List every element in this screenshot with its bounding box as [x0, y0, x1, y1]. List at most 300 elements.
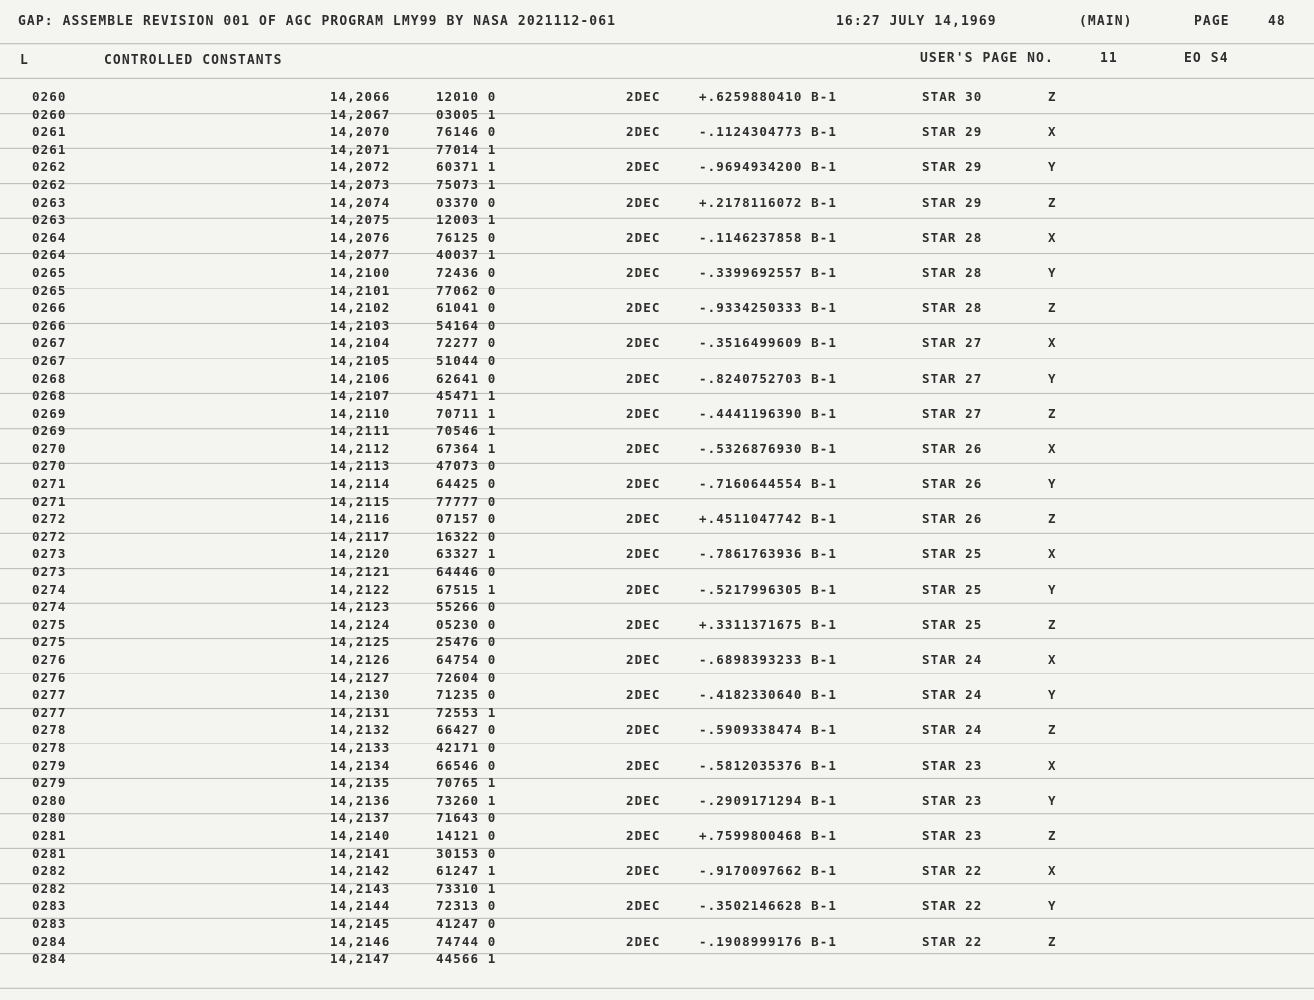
listing-row: [0, 387, 1314, 405]
octal-word: 16322 0: [436, 528, 497, 544]
axis-label: X: [1048, 335, 1057, 351]
memory-address: 14,2143: [330, 880, 391, 896]
memory-address: 14,2103: [330, 317, 391, 333]
line-number: 0271: [32, 476, 67, 492]
octal-word: 71643 0: [436, 810, 497, 826]
assembly-datetime: 16:27 JULY 14,1969: [836, 14, 997, 29]
line-number: 0270: [32, 458, 67, 474]
constant-value: -.5909338474 B-1: [699, 722, 838, 738]
memory-address: 14,2145: [330, 915, 391, 931]
constant-value: -.9170097662 B-1: [699, 863, 838, 879]
star-label: STAR 28: [922, 300, 983, 316]
listing-row: [0, 229, 1314, 247]
opcode: 2DEC: [626, 933, 661, 949]
opcode: 2DEC: [626, 89, 661, 104]
line-number: 0274: [32, 599, 67, 615]
memory-address: 14,2072: [330, 159, 391, 175]
octal-word: 77014 1: [436, 141, 497, 157]
memory-address: 14,2066: [330, 89, 391, 104]
line-number: 0276: [32, 669, 67, 685]
line-number: 0260: [32, 106, 67, 122]
memory-address: 14,2133: [330, 739, 391, 755]
octal-word: 45471 1: [436, 388, 497, 404]
listing-row: [0, 545, 1314, 563]
line-number: 0278: [32, 722, 67, 738]
opcode: 2DEC: [626, 264, 661, 280]
octal-word: 51044 0: [436, 352, 497, 368]
star-label: STAR 29: [922, 159, 983, 175]
star-label: STAR 27: [922, 370, 983, 386]
listing-row: [0, 528, 1314, 546]
octal-word: 62641 0: [436, 370, 497, 386]
listing-row: [0, 827, 1314, 845]
listing-row: [0, 581, 1314, 599]
line-number: 0281: [32, 827, 67, 843]
memory-address: 14,2135: [330, 775, 391, 791]
axis-label: X: [1048, 757, 1057, 773]
listing-row: [0, 809, 1314, 827]
star-label: STAR 26: [922, 440, 983, 456]
axis-label: Z: [1048, 89, 1057, 104]
star-label: STAR 28: [922, 264, 983, 280]
constant-value: -.6898393233 B-1: [699, 652, 838, 667]
octal-word: 77062 0: [436, 282, 497, 298]
octal-word: 42171 0: [436, 739, 497, 755]
line-number: 0269: [32, 405, 67, 421]
octal-word: 44566 1: [436, 951, 497, 967]
opcode: 2DEC: [626, 405, 661, 421]
octal-word: 03005 1: [436, 106, 497, 122]
opcode: 2DEC: [626, 546, 661, 562]
axis-label: Z: [1048, 405, 1057, 421]
octal-word: 76146 0: [436, 124, 497, 140]
constant-value: -.4182330640 B-1: [699, 687, 838, 703]
axis-label: Y: [1048, 370, 1057, 386]
axis-label: Y: [1048, 476, 1057, 492]
memory-address: 14,2125: [330, 634, 391, 650]
octal-word: 25476 0: [436, 634, 497, 650]
octal-word: 74744 0: [436, 933, 497, 949]
octal-word: 67364 1: [436, 440, 497, 456]
listing-row: [0, 792, 1314, 810]
memory-address: 14,2110: [330, 405, 391, 421]
star-label: STAR 24: [922, 687, 983, 703]
listing-row: [0, 704, 1314, 722]
users-page-label: USER'S PAGE NO.: [920, 51, 1054, 66]
star-label: STAR 23: [922, 792, 983, 808]
listing-row: [0, 106, 1314, 124]
star-label: STAR 26: [922, 476, 983, 492]
constant-value: -.1124304773 B-1: [699, 124, 838, 140]
listing-row: [0, 370, 1314, 388]
memory-address: 14,2101: [330, 282, 391, 298]
listing-row: [0, 721, 1314, 739]
constant-value: -.3502146628 B-1: [699, 898, 838, 914]
constant-value: +.3311371675 B-1: [699, 616, 838, 632]
opcode: 2DEC: [626, 652, 661, 667]
opcode: 2DEC: [626, 124, 661, 140]
main-label: (MAIN): [1079, 14, 1133, 29]
opcode: 2DEC: [626, 335, 661, 351]
memory-address: 14,2144: [330, 898, 391, 914]
listing-row: [0, 282, 1314, 300]
listing-row: [0, 493, 1314, 511]
line-number: 0280: [32, 810, 67, 826]
line-number: 0268: [32, 370, 67, 386]
line-number: 0278: [32, 739, 67, 755]
axis-label: Y: [1048, 792, 1057, 808]
listing-row: [0, 299, 1314, 317]
octal-word: 12003 1: [436, 212, 497, 228]
memory-address: 14,2147: [330, 951, 391, 967]
line-number: 0266: [32, 300, 67, 316]
memory-address: 14,2115: [330, 493, 391, 509]
star-label: STAR 29: [922, 194, 983, 210]
line-number: 0277: [32, 687, 67, 703]
constant-value: +.7599800468 B-1: [699, 827, 838, 843]
listing-row: [0, 686, 1314, 704]
octal-word: 60371 1: [436, 159, 497, 175]
memory-address: 14,2105: [330, 352, 391, 368]
listing-row: [0, 141, 1314, 159]
listing-row: [0, 211, 1314, 229]
axis-label: X: [1048, 229, 1057, 245]
axis-label: Z: [1048, 300, 1057, 316]
line-number: 0265: [32, 282, 67, 298]
memory-address: 14,2114: [330, 476, 391, 492]
octal-word: 07157 0: [436, 511, 497, 527]
opcode: 2DEC: [626, 863, 661, 879]
memory-address: 14,2071: [330, 141, 391, 157]
listing-rows: [0, 88, 1314, 968]
octal-word: 05230 0: [436, 616, 497, 632]
axis-label: Y: [1048, 581, 1057, 597]
axis-label: X: [1048, 652, 1057, 667]
octal-word: 63327 1: [436, 546, 497, 562]
memory-address: 14,2070: [330, 124, 391, 140]
opcode: 2DEC: [626, 300, 661, 316]
axis-label: X: [1048, 863, 1057, 879]
memory-address: 14,2111: [330, 423, 391, 439]
octal-word: 55266 0: [436, 599, 497, 615]
memory-address: 14,2106: [330, 370, 391, 386]
line-number: 0262: [32, 176, 67, 192]
constant-value: -.5812035376 B-1: [699, 757, 838, 773]
octal-word: 54164 0: [436, 317, 497, 333]
listing-row: [0, 598, 1314, 616]
line-number: 0260: [32, 89, 67, 104]
octal-word: 66427 0: [436, 722, 497, 738]
line-number: 0267: [32, 352, 67, 368]
star-label: STAR 22: [922, 863, 983, 879]
constant-value: -.4441196390 B-1: [699, 405, 838, 421]
axis-label: Z: [1048, 194, 1057, 210]
opcode: 2DEC: [626, 687, 661, 703]
constant-value: -.8240752703 B-1: [699, 370, 838, 386]
listing-row: [0, 264, 1314, 282]
line-number: 0277: [32, 704, 67, 720]
star-label: STAR 25: [922, 581, 983, 597]
constant-value: -.5217996305 B-1: [699, 581, 838, 597]
memory-address: 14,2136: [330, 792, 391, 808]
eo-code: EO S4: [1184, 51, 1229, 66]
listing-row: [0, 475, 1314, 493]
axis-label: Y: [1048, 687, 1057, 703]
line-number: 0271: [32, 493, 67, 509]
axis-label: X: [1048, 124, 1057, 140]
octal-word: 77777 0: [436, 493, 497, 509]
star-label: STAR 30: [922, 89, 983, 104]
memory-address: 14,2074: [330, 194, 391, 210]
star-label: STAR 22: [922, 933, 983, 949]
memory-address: 14,2120: [330, 546, 391, 562]
octal-word: 76125 0: [436, 229, 497, 245]
memory-address: 14,2075: [330, 212, 391, 228]
listing-row: [0, 757, 1314, 775]
octal-word: 72436 0: [436, 264, 497, 280]
opcode: 2DEC: [626, 757, 661, 773]
memory-address: 14,2076: [330, 229, 391, 245]
listing-row: [0, 422, 1314, 440]
section-title: CONTROLLED CONSTANTS: [104, 53, 283, 68]
line-number: 0272: [32, 528, 67, 544]
axis-label: Z: [1048, 827, 1057, 843]
octal-word: 64446 0: [436, 564, 497, 580]
memory-address: 14,2124: [330, 616, 391, 632]
star-label: STAR 27: [922, 405, 983, 421]
octal-word: 70546 1: [436, 423, 497, 439]
constant-value: +.2178116072 B-1: [699, 194, 838, 210]
line-number: 0275: [32, 634, 67, 650]
opcode: 2DEC: [626, 476, 661, 492]
memory-address: 14,2116: [330, 511, 391, 527]
opcode: 2DEC: [626, 440, 661, 456]
memory-address: 14,2127: [330, 669, 391, 685]
opcode: 2DEC: [626, 898, 661, 914]
page-header: [0, 0, 1314, 30]
line-number: 0272: [32, 511, 67, 527]
listing-row: [0, 88, 1314, 106]
section-header: [0, 45, 1314, 75]
line-number: 0266: [32, 317, 67, 333]
octal-word: 64425 0: [436, 476, 497, 492]
axis-label: X: [1048, 440, 1057, 456]
line-number: 0265: [32, 264, 67, 280]
listing-row: [0, 246, 1314, 264]
memory-address: 14,2117: [330, 528, 391, 544]
line-number: 0276: [32, 652, 67, 667]
listing-row: [0, 176, 1314, 194]
opcode: 2DEC: [626, 581, 661, 597]
line-number: 0284: [32, 933, 67, 949]
line-number: 0281: [32, 845, 67, 861]
listing-row: [0, 739, 1314, 757]
opcode: 2DEC: [626, 229, 661, 245]
opcode: 2DEC: [626, 159, 661, 175]
line-number: 0273: [32, 564, 67, 580]
line-number: 0264: [32, 229, 67, 245]
memory-address: 14,2112: [330, 440, 391, 456]
octal-word: 12010 0: [436, 89, 497, 104]
memory-address: 14,2077: [330, 247, 391, 263]
listing-row: [0, 405, 1314, 423]
star-label: STAR 25: [922, 616, 983, 632]
line-number: 0275: [32, 616, 67, 632]
listing-row: [0, 510, 1314, 528]
line-number: 0264: [32, 247, 67, 263]
constant-value: -.7160644554 B-1: [699, 476, 838, 492]
line-number: 0267: [32, 335, 67, 351]
memory-address: 14,2122: [330, 581, 391, 597]
listing-row: [0, 950, 1314, 968]
constant-value: -.3399692557 B-1: [699, 264, 838, 280]
page-number: 48: [1268, 14, 1286, 29]
memory-address: 14,2121: [330, 564, 391, 580]
line-number: 0282: [32, 863, 67, 879]
listing-row: [0, 158, 1314, 176]
opcode: 2DEC: [626, 827, 661, 843]
constant-value: +.6259880410 B-1: [699, 89, 838, 104]
octal-word: 72604 0: [436, 669, 497, 685]
opcode: 2DEC: [626, 722, 661, 738]
memory-address: 14,2100: [330, 264, 391, 280]
listing-row: [0, 862, 1314, 880]
line-number: 0263: [32, 212, 67, 228]
line-number: 0263: [32, 194, 67, 210]
memory-address: 14,2113: [330, 458, 391, 474]
page-label: PAGE: [1194, 14, 1230, 29]
line-number: 0283: [32, 898, 67, 914]
memory-address: 14,2130: [330, 687, 391, 703]
octal-word: 30153 0: [436, 845, 497, 861]
star-label: STAR 23: [922, 827, 983, 843]
listing-row: [0, 334, 1314, 352]
line-number: 0268: [32, 388, 67, 404]
constant-value: -.1908999176 B-1: [699, 933, 838, 949]
axis-label: Z: [1048, 616, 1057, 632]
octal-word: 03370 0: [436, 194, 497, 210]
memory-address: 14,2107: [330, 388, 391, 404]
line-number: 0273: [32, 546, 67, 562]
opcode: 2DEC: [626, 511, 661, 527]
octal-word: 72313 0: [436, 898, 497, 914]
octal-word: 70765 1: [436, 775, 497, 791]
star-label: STAR 24: [922, 722, 983, 738]
axis-label: Y: [1048, 264, 1057, 280]
listing-row: [0, 845, 1314, 863]
line-number: 0279: [32, 757, 67, 773]
axis-label: Y: [1048, 159, 1057, 175]
line-number: 0284: [32, 951, 67, 967]
line-number: 0261: [32, 124, 67, 140]
star-label: STAR 23: [922, 757, 983, 773]
section-marker: L: [20, 53, 29, 68]
constant-value: -.9334250333 B-1: [699, 300, 838, 316]
listing-row: [0, 440, 1314, 458]
constant-value: -.1146237858 B-1: [699, 229, 838, 245]
listing-row: [0, 352, 1314, 370]
memory-address: 14,2123: [330, 599, 391, 615]
memory-address: 14,2132: [330, 722, 391, 738]
listing-row: [0, 317, 1314, 335]
octal-word: 71235 0: [436, 687, 497, 703]
memory-address: 14,2134: [330, 757, 391, 773]
memory-address: 14,2137: [330, 810, 391, 826]
axis-label: Z: [1048, 511, 1057, 527]
memory-address: 14,2146: [330, 933, 391, 949]
axis-label: X: [1048, 546, 1057, 562]
memory-address: 14,2126: [330, 652, 391, 667]
opcode: 2DEC: [626, 616, 661, 632]
listing-row: [0, 633, 1314, 651]
line-number: 0279: [32, 775, 67, 791]
star-label: STAR 28: [922, 229, 983, 245]
constant-value: +.4511047742 B-1: [699, 511, 838, 527]
listing-row: [0, 897, 1314, 915]
listing-row: [0, 616, 1314, 634]
opcode: 2DEC: [626, 194, 661, 210]
opcode: 2DEC: [626, 370, 661, 386]
listing-row: [0, 457, 1314, 475]
octal-word: 73260 1: [436, 792, 497, 808]
listing-row: [0, 651, 1314, 669]
axis-label: Z: [1048, 933, 1057, 949]
listing-row: [0, 563, 1314, 581]
line-number: 0269: [32, 423, 67, 439]
line-number: 0274: [32, 581, 67, 597]
octal-word: 41247 0: [436, 915, 497, 931]
memory-address: 14,2141: [330, 845, 391, 861]
memory-address: 14,2131: [330, 704, 391, 720]
octal-word: 72277 0: [436, 335, 497, 351]
constant-value: -.2909171294 B-1: [699, 792, 838, 808]
octal-word: 67515 1: [436, 581, 497, 597]
listing-row: [0, 915, 1314, 933]
octal-word: 61041 0: [436, 300, 497, 316]
star-label: STAR 24: [922, 652, 983, 667]
listing-row: [0, 774, 1314, 792]
octal-word: 75073 1: [436, 176, 497, 192]
line-number: 0280: [32, 792, 67, 808]
memory-address: 14,2104: [330, 335, 391, 351]
line-number: 0282: [32, 880, 67, 896]
line-number: 0261: [32, 141, 67, 157]
memory-address: 14,2067: [330, 106, 391, 122]
octal-word: 73310 1: [436, 880, 497, 896]
assembly-title: GAP: ASSEMBLE REVISION 001 OF AGC PROGRAM LMY99 BY NASA 2021112-061: [18, 14, 617, 29]
memory-address: 14,2073: [330, 176, 391, 192]
star-label: STAR 26: [922, 511, 983, 527]
octal-word: 47073 0: [436, 458, 497, 474]
star-label: STAR 25: [922, 546, 983, 562]
opcode: 2DEC: [626, 792, 661, 808]
memory-address: 14,2142: [330, 863, 391, 879]
octal-word: 70711 1: [436, 405, 497, 421]
octal-word: 66546 0: [436, 757, 497, 773]
constant-value: -.3516499609 B-1: [699, 335, 838, 351]
octal-word: 14121 0: [436, 827, 497, 843]
axis-label: Y: [1048, 898, 1057, 914]
listing-row: [0, 880, 1314, 898]
listing-row: [0, 123, 1314, 141]
constant-value: -.9694934200 B-1: [699, 159, 838, 175]
star-label: STAR 27: [922, 335, 983, 351]
axis-label: Z: [1048, 722, 1057, 738]
star-label: STAR 22: [922, 898, 983, 914]
constant-value: -.7861763936 B-1: [699, 546, 838, 562]
line-number: 0270: [32, 440, 67, 456]
listing-row: [0, 669, 1314, 687]
